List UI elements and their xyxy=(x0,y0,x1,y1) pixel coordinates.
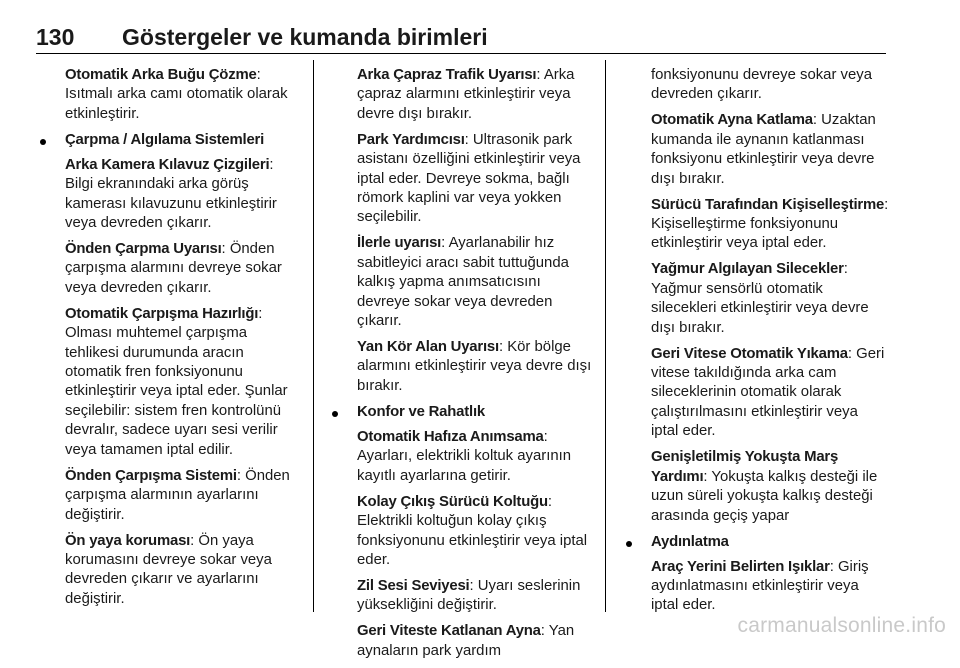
setting-entry xyxy=(38,532,300,610)
setting-entry xyxy=(330,338,595,396)
column-divider xyxy=(605,60,606,612)
setting-description: : Bilgi ekranındaki arka görüş kamerası kılavuzunu etkinleştirir veya devreden çıkarır. xyxy=(65,156,277,232)
column-3 xyxy=(624,66,889,622)
setting-description: : Ön yaya korumasını devreye sokar veya devreden çıkarır ve ayarlarını değiştirir. xyxy=(65,532,272,607)
setting-title: Geri Viteste Katlanan Ayna xyxy=(357,623,541,640)
column-1 xyxy=(38,66,300,616)
page-number: 130 xyxy=(36,24,75,50)
setting-entry xyxy=(330,622,595,661)
setting-entry xyxy=(330,131,595,228)
section-heading-label: Çarpma / Algılama Sistemleri xyxy=(65,131,265,148)
setting-title: Sürücü Tarafından Kişiselleştirme xyxy=(651,196,885,213)
setting-description: : Olması muhtemel çarpışma tehlikesi durumunda aracın otomatik fren fonksiyonunu etkinleştirir veya iptal eder. Şunlar seçilebilir: sistem fren kontrolünü devralır, sadece uyarı sesi verilir veya tamamen iptal edilir. xyxy=(65,305,288,458)
setting-description: : Isıtmalı arka camı otomatik olarak etkinleştirir. xyxy=(65,67,288,122)
setting-title: Zil Sesi Seviyesi xyxy=(357,577,470,594)
setting-entry-continued xyxy=(624,66,889,105)
setting-entry xyxy=(38,467,300,525)
setting-entry xyxy=(624,345,889,442)
section-heading-label: Konfor ve Rahatlık xyxy=(357,403,485,420)
setting-entry xyxy=(624,260,889,338)
setting-title: Otomatik Hafıza Anımsama xyxy=(357,428,544,445)
setting-title: Genişletilmiş Yokuşta Marş Yardımı xyxy=(651,449,839,485)
setting-title: Geri Vitese Otomatik Yıkama xyxy=(651,345,848,362)
page-title: Göstergeler ve kumanda birimleri xyxy=(122,24,488,50)
setting-description: : Elektrikli koltuğun kolay çıkış fonksiyonunu etkinleştirir veya iptal eder. xyxy=(357,493,588,568)
section-heading-label: Aydınlatma xyxy=(651,533,729,550)
setting-description: : Önden çarpışma alarmının ayarlarını değiştirir. xyxy=(65,467,290,523)
setting-title: Önden Çarpma Uyarısı xyxy=(65,241,222,258)
setting-entry xyxy=(330,66,595,124)
setting-title: Önden Çarpışma Sistemi xyxy=(65,467,237,484)
bullet-icon xyxy=(626,541,632,547)
setting-entry xyxy=(38,305,300,460)
setting-title: Otomatik Arka Buğu Çözme xyxy=(65,67,257,83)
setting-entry xyxy=(330,428,595,486)
header-rule xyxy=(36,53,886,54)
bullet-icon xyxy=(332,411,338,417)
section-heading xyxy=(38,131,300,150)
setting-title: İlerle uyarısı xyxy=(357,235,442,252)
setting-description: : Giriş aydınlatmasını etkinleştirir veya iptal eder. xyxy=(651,558,869,614)
setting-description: : Kişiselleştirme fonksiyonunu etkinleştirir veya iptal eder. xyxy=(651,196,889,252)
setting-description: : Ayarları, elektrikli koltuk ayarının kayıtlı ayarlarına getirir. xyxy=(357,428,572,484)
setting-entry xyxy=(330,493,595,571)
setting-title: Yağmur Algılayan Silecekler xyxy=(651,261,844,278)
setting-entry xyxy=(624,558,889,616)
setting-entry xyxy=(38,156,300,234)
column-divider xyxy=(313,60,314,612)
setting-entry xyxy=(38,240,300,298)
setting-title: Kolay Çıkış Sürücü Koltuğu xyxy=(357,493,548,510)
setting-entry xyxy=(330,234,595,331)
setting-description: : Uyarı seslerinin yüksekliğini değiştirir. xyxy=(357,577,581,614)
setting-description: : Kör bölge alarmını etkinleştirir veya devre dışı bırakır. xyxy=(357,339,592,394)
setting-title: Otomatik Ayna Katlama xyxy=(651,112,813,129)
setting-entry xyxy=(330,577,595,616)
setting-description: : Önden çarpışma alarmını devreye sokar veya devreden çıkarır. xyxy=(65,241,282,296)
setting-description: : Ayarlanabilir hız sabitleyici aracı sabit tuttuğunda kalkış yapma anımsatıcısını devreye sokar veya devreden çıkarır. xyxy=(357,235,569,330)
section-heading xyxy=(624,533,889,552)
bullet-icon xyxy=(40,139,46,145)
page-header xyxy=(36,24,886,52)
setting-title: Park Yardımcısı xyxy=(357,131,465,148)
setting-entry xyxy=(624,111,889,189)
setting-title: Yan Kör Alan Uyarısı xyxy=(357,339,499,356)
setting-description: : Arka çapraz alarmını etkinleştirir veya devre dışı bırakır. xyxy=(357,67,575,122)
setting-description: : Ultrasonik park asistanı özelliğini etkinleştirir veya iptal eder. Devreye sokma, bağlı römork kaplini var veya yokken seçilebilir. xyxy=(357,131,581,226)
setting-description: : Yokuşta kalkış desteği ile uzun süreli yokuşta kalkış desteği arasında geçiş yapar xyxy=(651,468,878,524)
setting-title: Araç Yerini Belirten Işıklar xyxy=(651,558,830,575)
setting-description: : Geri vitese takıldığında arka cam sileceklerinin otomatik olarak çalıştırılmasını etkinleştirir veya iptal eder. xyxy=(651,345,885,440)
setting-title: Arka Çapraz Trafik Uyarısı xyxy=(357,67,537,83)
setting-description: : Yan aynaların park yardım xyxy=(357,623,575,659)
setting-description: : Yağmur sensörlü otomatik silecekleri etkinleştirir veya devre dışı bırakır. xyxy=(651,261,869,336)
setting-title: Otomatik Çarpışma Hazırlığı xyxy=(65,305,259,322)
setting-title: Ön yaya koruması xyxy=(65,532,191,549)
setting-title: Arka Kamera Kılavuz Çizgileri xyxy=(65,156,270,173)
column-2 xyxy=(330,66,595,668)
setting-entry xyxy=(624,448,889,526)
section-heading xyxy=(330,403,595,422)
setting-description: : Uzaktan kumanda ile aynanın katlanması fonksiyonu etkinleştirir veya devre dışı bırakır. xyxy=(651,112,876,187)
setting-entry xyxy=(624,196,889,254)
setting-description: fonksiyonunu devreye sokar veya devreden çıkarır. xyxy=(651,67,873,103)
watermark-text: carmanualsonline.info xyxy=(737,614,946,637)
setting-entry xyxy=(38,66,300,124)
